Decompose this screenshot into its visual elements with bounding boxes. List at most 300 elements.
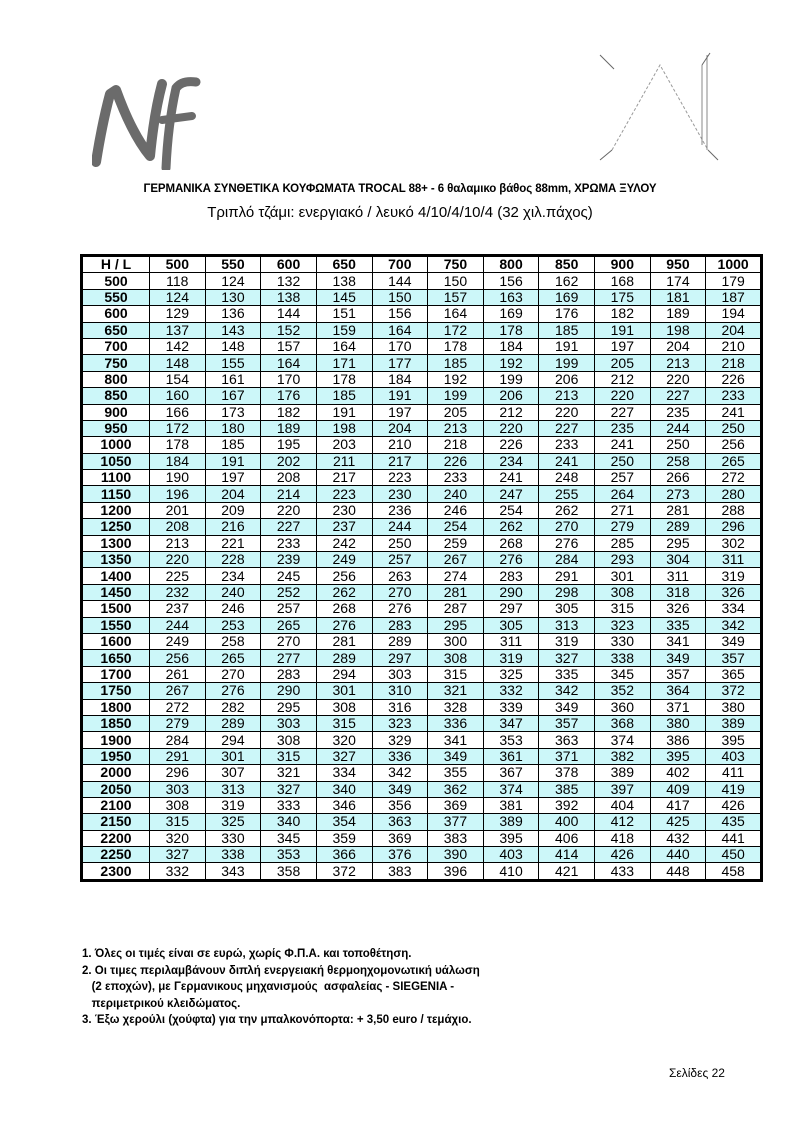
price-cell: 342 [372, 765, 428, 781]
price-cell: 155 [205, 355, 261, 371]
price-cell: 197 [372, 404, 428, 420]
price-cell: 425 [650, 814, 706, 830]
table-row [82, 748, 762, 764]
price-cell: 297 [483, 601, 539, 617]
price-cell: 213 [539, 388, 595, 404]
price-cell: 418 [595, 830, 651, 846]
price-cell: 366 [316, 847, 372, 863]
price-cell: 354 [316, 814, 372, 830]
price-cell: 325 [483, 666, 539, 682]
price-cell: 381 [483, 797, 539, 813]
table-row [82, 765, 762, 781]
price-cell: 327 [539, 650, 595, 666]
price-cell: 274 [428, 568, 484, 584]
price-cell: 178 [428, 338, 484, 354]
price-cell: 199 [483, 371, 539, 387]
price-cell: 227 [650, 388, 706, 404]
price-cell: 191 [316, 404, 372, 420]
table-row [82, 683, 762, 699]
price-cell: 250 [650, 437, 706, 453]
price-cell: 395 [706, 732, 762, 748]
price-cell: 311 [483, 633, 539, 649]
price-cell: 307 [205, 765, 261, 781]
price-cell: 334 [706, 601, 762, 617]
document-title: ΓΕΡΜΑΝΙΚΑ ΣΥΝΘΕΤΙΚΑ ΚΟΥΦΩΜΑΤΑ TROCAL 88+ - 6 θαλαμικο βάθος 88mm, ΧΡΩΜΑ ΞΥΛΟΥ [143, 183, 657, 195]
price-cell: 220 [595, 388, 651, 404]
window-opening-icon [590, 45, 725, 170]
price-cell: 386 [650, 732, 706, 748]
price-cell: 377 [428, 814, 484, 830]
price-cell: 371 [650, 699, 706, 715]
price-cell: 347 [483, 715, 539, 731]
price-cell: 248 [539, 470, 595, 486]
price-cell: 327 [150, 847, 206, 863]
price-cell: 371 [539, 748, 595, 764]
row-header: 2300 [82, 863, 150, 880]
price-cell: 129 [150, 306, 206, 322]
price-cell: 241 [595, 437, 651, 453]
price-cell: 178 [316, 371, 372, 387]
table-row [82, 650, 762, 666]
price-cell: 255 [539, 486, 595, 502]
price-cell: 360 [595, 699, 651, 715]
price-cell: 372 [706, 683, 762, 699]
price-table [80, 254, 763, 882]
price-cell: 315 [261, 748, 317, 764]
table-row [82, 470, 762, 486]
price-cell: 144 [372, 273, 428, 289]
price-cell: 330 [595, 633, 651, 649]
price-cell: 319 [706, 568, 762, 584]
price-cell: 450 [706, 847, 762, 863]
row-header: 1500 [82, 601, 150, 617]
price-cell: 184 [150, 453, 206, 469]
price-cell: 233 [428, 470, 484, 486]
price-cell: 421 [539, 863, 595, 880]
price-cell: 291 [539, 568, 595, 584]
price-cell: 143 [205, 322, 261, 338]
price-cell: 265 [706, 453, 762, 469]
price-cell: 138 [261, 289, 317, 305]
price-cell: 345 [595, 666, 651, 682]
price-cell: 448 [650, 863, 706, 880]
price-cell: 204 [205, 486, 261, 502]
price-cell: 192 [483, 355, 539, 371]
price-cell: 283 [372, 617, 428, 633]
price-cell: 203 [316, 437, 372, 453]
price-cell: 383 [428, 830, 484, 846]
price-cell: 177 [372, 355, 428, 371]
price-cell: 270 [539, 519, 595, 535]
table-row [82, 404, 762, 420]
price-cell: 258 [205, 633, 261, 649]
price-cell: 340 [261, 814, 317, 830]
price-cell: 279 [150, 715, 206, 731]
price-cell: 191 [205, 453, 261, 469]
price-cell: 363 [372, 814, 428, 830]
price-cell: 226 [483, 437, 539, 453]
price-cell: 304 [650, 552, 706, 568]
price-cell: 196 [150, 486, 206, 502]
price-cell: 353 [261, 847, 317, 863]
price-cell: 157 [428, 289, 484, 305]
price-cell: 254 [483, 502, 539, 518]
column-header: 1000 [706, 256, 762, 273]
price-cell: 270 [205, 666, 261, 682]
price-cell: 287 [428, 601, 484, 617]
price-cell: 233 [706, 388, 762, 404]
price-cell: 206 [539, 371, 595, 387]
price-cell: 270 [372, 584, 428, 600]
row-header: 1400 [82, 568, 150, 584]
price-cell: 212 [483, 404, 539, 420]
price-cell: 201 [150, 502, 206, 518]
table-row [82, 830, 762, 846]
table-row [82, 338, 762, 354]
price-cell: 305 [483, 617, 539, 633]
table-row [82, 715, 762, 731]
row-header: 900 [82, 404, 150, 420]
price-cell: 211 [316, 453, 372, 469]
price-cell: 228 [205, 552, 261, 568]
price-cell: 280 [706, 486, 762, 502]
price-cell: 411 [706, 765, 762, 781]
price-cell: 226 [706, 371, 762, 387]
price-cell: 130 [205, 289, 261, 305]
table-row [82, 584, 762, 600]
price-cell: 162 [539, 273, 595, 289]
price-cell: 395 [650, 748, 706, 764]
row-header: 1550 [82, 617, 150, 633]
table-row [82, 732, 762, 748]
price-cell: 308 [150, 797, 206, 813]
price-cell: 305 [539, 601, 595, 617]
price-cell: 246 [205, 601, 261, 617]
price-cell: 279 [595, 519, 651, 535]
price-cell: 365 [706, 666, 762, 682]
price-cell: 247 [483, 486, 539, 502]
price-cell: 315 [428, 666, 484, 682]
price-cell: 349 [650, 650, 706, 666]
price-cell: 303 [372, 666, 428, 682]
price-cell: 148 [150, 355, 206, 371]
price-cell: 173 [205, 404, 261, 420]
price-cell: 208 [261, 470, 317, 486]
price-cell: 357 [650, 666, 706, 682]
price-cell: 227 [539, 420, 595, 436]
price-cell: 166 [150, 404, 206, 420]
row-header: 550 [82, 289, 150, 305]
price-cell: 195 [261, 437, 317, 453]
price-cell: 378 [539, 765, 595, 781]
price-cell: 303 [261, 715, 317, 731]
price-cell: 426 [595, 847, 651, 863]
price-cell: 264 [595, 486, 651, 502]
price-cell: 356 [372, 797, 428, 813]
note-3: 3. Έξω χερούλι (χούφτα) για την μπαλκονόπορτα: + 3,50 euro / τεμάχιο. [82, 1014, 472, 1026]
price-cell: 276 [539, 535, 595, 551]
price-cell: 235 [650, 404, 706, 420]
price-cell: 132 [261, 273, 317, 289]
price-cell: 230 [316, 502, 372, 518]
price-cell: 137 [150, 322, 206, 338]
price-cell: 237 [150, 601, 206, 617]
price-cell: 240 [428, 486, 484, 502]
price-cell: 336 [372, 748, 428, 764]
price-cell: 273 [650, 486, 706, 502]
price-cell: 144 [261, 306, 317, 322]
price-cell: 419 [706, 781, 762, 797]
price-cell: 281 [428, 584, 484, 600]
price-cell: 301 [205, 748, 261, 764]
price-cell: 362 [428, 781, 484, 797]
price-cell: 335 [650, 617, 706, 633]
price-cell: 209 [205, 502, 261, 518]
price-cell: 262 [483, 519, 539, 535]
price-cell: 208 [150, 519, 206, 535]
price-cell: 308 [595, 584, 651, 600]
price-cell: 339 [483, 699, 539, 715]
price-cell: 319 [539, 633, 595, 649]
price-cell: 164 [372, 322, 428, 338]
price-cell: 289 [316, 650, 372, 666]
price-cell: 288 [706, 502, 762, 518]
price-cell: 250 [372, 535, 428, 551]
price-cell: 250 [595, 453, 651, 469]
price-cell: 349 [539, 699, 595, 715]
price-cell: 282 [205, 699, 261, 715]
row-header: 1950 [82, 748, 150, 764]
price-cell: 258 [650, 453, 706, 469]
price-cell: 164 [316, 338, 372, 354]
price-cell: 357 [539, 715, 595, 731]
price-cell: 321 [428, 683, 484, 699]
price-cell: 300 [428, 633, 484, 649]
price-cell: 217 [316, 470, 372, 486]
table-row [82, 453, 762, 469]
price-cell: 340 [316, 781, 372, 797]
note-1: 1. Όλες οι τιμές είναι σε ευρώ, χωρίς Φ.Π.Α. και τοποθέτηση. [82, 948, 412, 960]
price-cell: 213 [428, 420, 484, 436]
price-cell: 315 [316, 715, 372, 731]
price-cell: 191 [372, 388, 428, 404]
price-cell: 198 [650, 322, 706, 338]
price-cell: 182 [595, 306, 651, 322]
row-header: 1850 [82, 715, 150, 731]
row-header: 1000 [82, 437, 150, 453]
row-header: 1650 [82, 650, 150, 666]
row-header: 1750 [82, 683, 150, 699]
price-cell: 323 [372, 715, 428, 731]
price-cell: 297 [372, 650, 428, 666]
price-cell: 178 [483, 322, 539, 338]
price-cell: 346 [316, 797, 372, 813]
price-cell: 256 [150, 650, 206, 666]
price-cell: 334 [316, 765, 372, 781]
price-cell: 404 [595, 797, 651, 813]
price-cell: 281 [316, 633, 372, 649]
price-cell: 244 [150, 617, 206, 633]
price-cell: 432 [650, 830, 706, 846]
document-subtitle: Τριπλό τζάμι: ενεργιακό / λευκό 4/10/4/10/4 (32 χιλ.πάχος) [207, 204, 593, 221]
price-cell: 213 [150, 535, 206, 551]
table-row [82, 437, 762, 453]
price-cell: 241 [539, 453, 595, 469]
price-cell: 283 [483, 568, 539, 584]
row-header: 1600 [82, 633, 150, 649]
price-cell: 150 [428, 273, 484, 289]
price-cell: 389 [595, 765, 651, 781]
price-cell: 330 [205, 830, 261, 846]
price-cell: 176 [539, 306, 595, 322]
price-cell: 232 [150, 584, 206, 600]
price-cell: 236 [372, 502, 428, 518]
price-cell: 194 [706, 306, 762, 322]
row-header: 2100 [82, 797, 150, 813]
price-cell: 226 [428, 453, 484, 469]
price-cell: 369 [428, 797, 484, 813]
price-cell: 268 [316, 601, 372, 617]
column-header: 800 [483, 256, 539, 273]
price-cell: 426 [706, 797, 762, 813]
price-cell: 263 [372, 568, 428, 584]
price-cell: 326 [706, 584, 762, 600]
price-cell: 235 [595, 420, 651, 436]
price-cell: 227 [595, 404, 651, 420]
price-cell: 327 [261, 781, 317, 797]
price-cell: 357 [706, 650, 762, 666]
price-cell: 308 [316, 699, 372, 715]
price-cell: 233 [261, 535, 317, 551]
column-header: 750 [428, 256, 484, 273]
table-row [82, 355, 762, 371]
row-header: 1100 [82, 470, 150, 486]
price-cell: 283 [261, 666, 317, 682]
row-header: 1300 [82, 535, 150, 551]
price-cell: 319 [483, 650, 539, 666]
row-header: 1200 [82, 502, 150, 518]
price-cell: 276 [316, 617, 372, 633]
price-cell: 210 [706, 338, 762, 354]
price-cell: 313 [205, 781, 261, 797]
price-cell: 376 [372, 847, 428, 863]
price-cell: 400 [539, 814, 595, 830]
price-cell: 220 [483, 420, 539, 436]
table-row [82, 617, 762, 633]
price-cell: 167 [205, 388, 261, 404]
price-cell: 197 [595, 338, 651, 354]
row-header: 1700 [82, 666, 150, 682]
price-cell: 223 [372, 470, 428, 486]
price-cell: 270 [261, 633, 317, 649]
price-cell: 250 [706, 420, 762, 436]
price-cell: 191 [539, 338, 595, 354]
price-cell: 289 [205, 715, 261, 731]
price-cell: 310 [372, 683, 428, 699]
price-cell: 189 [261, 420, 317, 436]
price-cell: 458 [706, 863, 762, 880]
price-cell: 359 [316, 830, 372, 846]
price-cell: 333 [261, 797, 317, 813]
price-cell: 164 [261, 355, 317, 371]
price-cell: 332 [150, 863, 206, 880]
price-cell: 267 [150, 683, 206, 699]
price-cell: 206 [483, 388, 539, 404]
table-row [82, 699, 762, 715]
price-cell: 342 [706, 617, 762, 633]
price-cell: 412 [595, 814, 651, 830]
price-cell: 246 [428, 502, 484, 518]
price-cell: 313 [539, 617, 595, 633]
price-cell: 368 [595, 715, 651, 731]
price-cell: 148 [205, 338, 261, 354]
price-cell: 332 [483, 683, 539, 699]
price-cell: 213 [650, 355, 706, 371]
table-row [82, 486, 762, 502]
price-cell: 372 [316, 863, 372, 880]
price-cell: 199 [539, 355, 595, 371]
price-cell: 170 [372, 338, 428, 354]
price-cell: 285 [595, 535, 651, 551]
price-cell: 308 [261, 732, 317, 748]
price-cell: 156 [483, 273, 539, 289]
price-cell: 220 [261, 502, 317, 518]
price-cell: 172 [428, 322, 484, 338]
price-cell: 202 [261, 453, 317, 469]
table-row [82, 322, 762, 338]
price-cell: 289 [650, 519, 706, 535]
table-row [82, 568, 762, 584]
price-cell: 341 [428, 732, 484, 748]
table-row [82, 289, 762, 305]
row-header: 1900 [82, 732, 150, 748]
row-header: 800 [82, 371, 150, 387]
price-cell: 335 [539, 666, 595, 682]
price-cell: 311 [706, 552, 762, 568]
price-cell: 281 [650, 502, 706, 518]
price-cell: 397 [595, 781, 651, 797]
price-cell: 218 [428, 437, 484, 453]
price-cell: 240 [205, 584, 261, 600]
table-row [82, 388, 762, 404]
price-cell: 392 [539, 797, 595, 813]
table-row [82, 847, 762, 863]
row-header: 1450 [82, 584, 150, 600]
price-cell: 244 [372, 519, 428, 535]
price-cell: 272 [150, 699, 206, 715]
price-cell: 234 [205, 568, 261, 584]
price-cell: 318 [650, 584, 706, 600]
price-cell: 319 [205, 797, 261, 813]
price-cell: 382 [595, 748, 651, 764]
row-header: 2000 [82, 765, 150, 781]
price-cell: 389 [483, 814, 539, 830]
price-cell: 220 [539, 404, 595, 420]
price-cell: 296 [150, 765, 206, 781]
price-cell: 234 [483, 453, 539, 469]
price-cell: 352 [595, 683, 651, 699]
price-cell: 355 [428, 765, 484, 781]
price-cell: 291 [150, 748, 206, 764]
price-cell: 301 [316, 683, 372, 699]
price-cell: 257 [595, 470, 651, 486]
price-cell: 124 [150, 289, 206, 305]
price-cell: 315 [150, 814, 206, 830]
price-cell: 190 [150, 470, 206, 486]
table-row [82, 420, 762, 436]
price-cell: 124 [205, 273, 261, 289]
table-row [82, 633, 762, 649]
